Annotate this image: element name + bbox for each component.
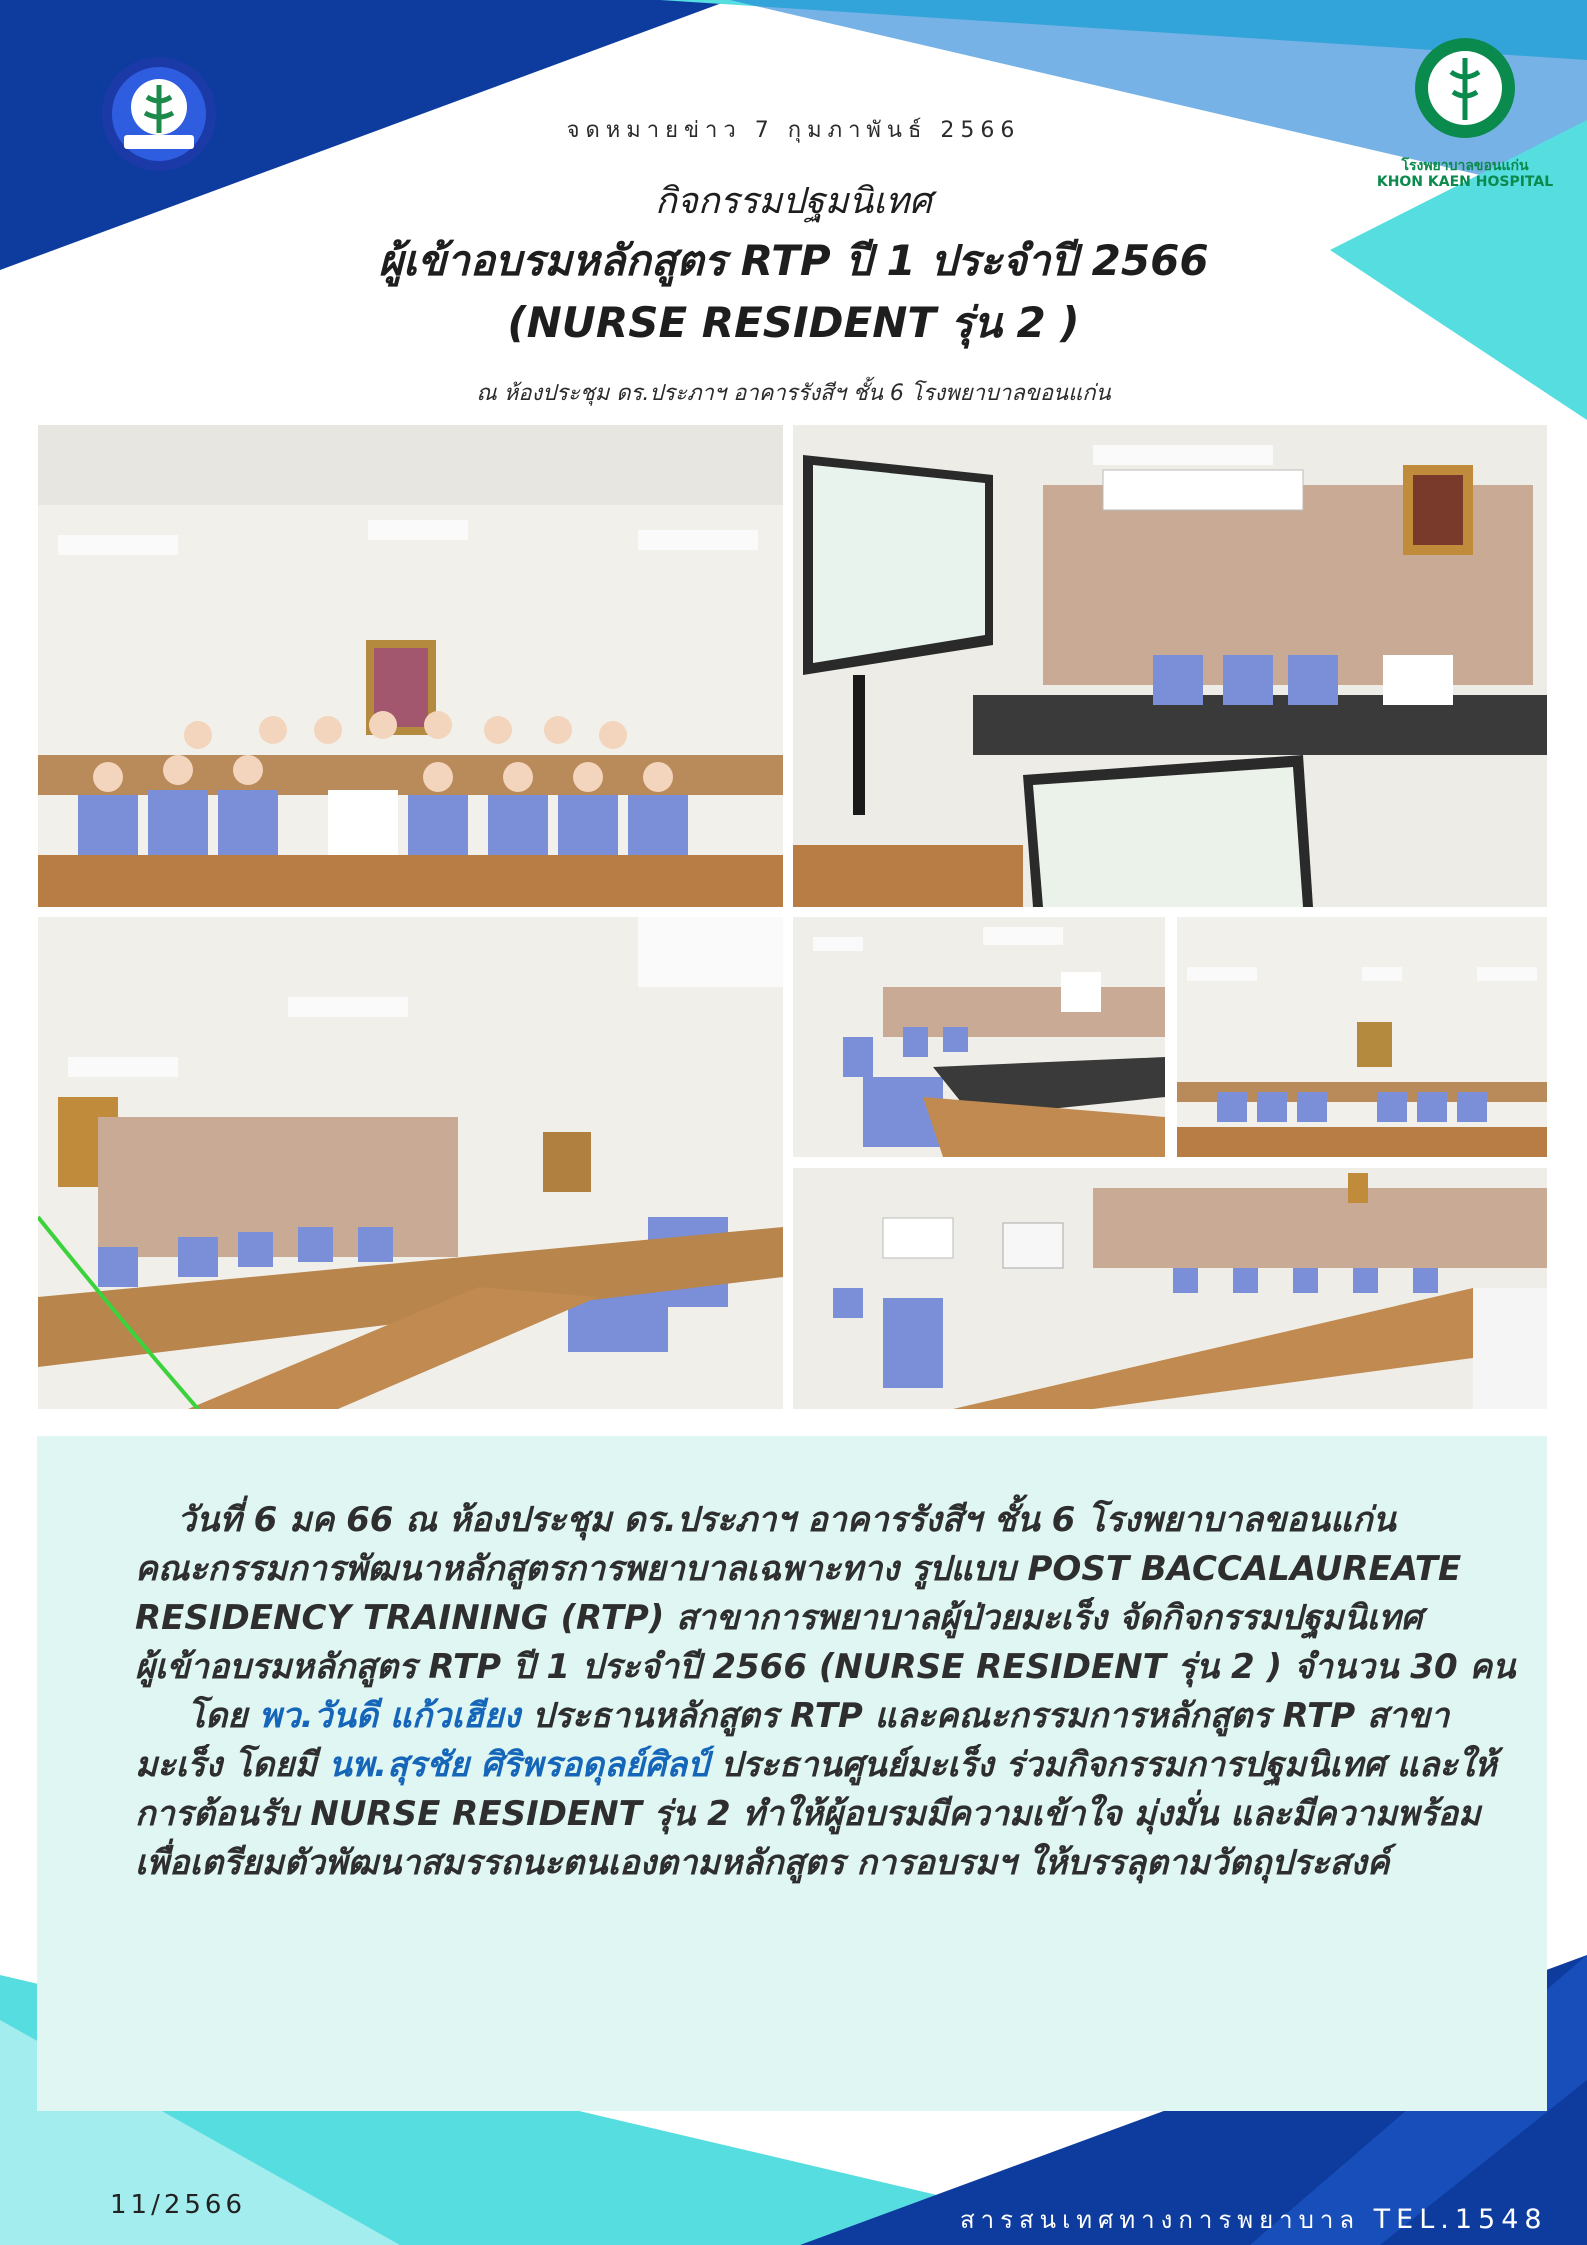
ministry-of-public-health-logo — [1405, 36, 1525, 146]
body-line-5-lead: โดย — [187, 1696, 260, 1736]
body-text-panel — [37, 1436, 1547, 2111]
photo-meeting-room-panorama — [793, 1168, 1547, 1409]
body-line-5 — [187, 1692, 1587, 1741]
body-line-4: ผู้เข้าอบรมหลักสูตร RTP ปี 1 ประจำปี 2566 (NURSE RESIDENT รุ่น 2 ) จำนวน 30 คน — [135, 1647, 1516, 1687]
title-line-1: กิจกรรมปฐมนิเทศ — [654, 181, 933, 222]
photo-meeting-room-wide — [38, 917, 783, 1409]
issue-number: 11/2566 — [110, 2190, 247, 2220]
body-line-6-lead: มะเร็ง โดยมี — [135, 1745, 329, 1785]
body-line-8: เพื่อเตรียมตัวพัฒนาสมรรถนะตนเองตามหลักสูตร การอบรมฯ ให้บรรลุตามวัตถุประสงค์ — [135, 1843, 1390, 1883]
body-line-2: คณะกรรมการพัฒนาหลักสูตรการพยาบาลเฉพาะทาง รูปแบบ POST BACCALAUREATE — [135, 1549, 1462, 1589]
photo-meeting-side-view — [793, 917, 1165, 1157]
chair-name-highlight: พว.วันดี แก้วเฮียง — [259, 1696, 521, 1736]
venue-subtitle: ณ ห้องประชุม ดร.ประภาฯ อาคารรังสีฯ ชั้น 6 โรงพยาบาลขอนแก่น — [476, 381, 1111, 406]
title-line-2: ผู้เข้าอบรมหลักสูตร RTP ปี 1 ประจำปี 2566 — [378, 236, 1209, 285]
photo-group-standing — [38, 425, 783, 907]
body-line-1: วันที่ 6 มค 66 ณ ห้องประชุม ดร.ประภาฯ อาคารรังสีฯ ชั้น 6 โรงพยาบาลขอนแก่น — [177, 1500, 1396, 1540]
body-line-3: RESIDENCY TRAINING (RTP) สาขาการพยาบาลผู้ป่วยมะเร็ง จัดกิจกรรมปฐมนิเทศ — [135, 1598, 1423, 1638]
photo-group-small — [1177, 917, 1547, 1157]
right-logo-english-name: KHON KAEN HOSPITAL — [1376, 174, 1554, 190]
body-line-6 — [135, 1741, 1535, 1790]
newsletter-dateline: จดหมายข่าว 7 กุมภาพันธ์ 2566 — [566, 118, 1021, 143]
doctor-name-highlight: นพ.สุรชัย ศิริพรอดุลย์ศิลป์ — [328, 1745, 709, 1785]
right-logo-thai-name: โรงพยาบาลขอนแก่น — [1401, 158, 1529, 174]
footer-contact — [960, 2200, 1548, 2239]
photo-welcome-screen — [793, 425, 1547, 907]
hospital-emblem-logo — [100, 55, 218, 173]
body-line-5-rest: ประธานหลักสูตร RTP และคณะกรรมการหลักสูตร RTP สาขา — [520, 1696, 1450, 1736]
footer-source: สารสนเทศทางการพยาบาล — [960, 2206, 1374, 2234]
right-logo-caption — [1370, 158, 1560, 190]
title-line-3: (NURSE RESIDENT รุ่น 2 ) — [507, 298, 1080, 347]
body-line-7: การต้อนรับ NURSE RESIDENT รุ่น 2 ทำให้ผู้อบรมมีความเข้าใจ มุ่งมั่น และมีความพร้อม — [135, 1794, 1481, 1834]
footer-tel: TEL.1548 — [1373, 2204, 1548, 2235]
body-line-6-rest: ประธานศูนย์มะเร็ง ร่วมกิจกรรมการปฐมนิเทศ และให้ — [708, 1745, 1497, 1785]
